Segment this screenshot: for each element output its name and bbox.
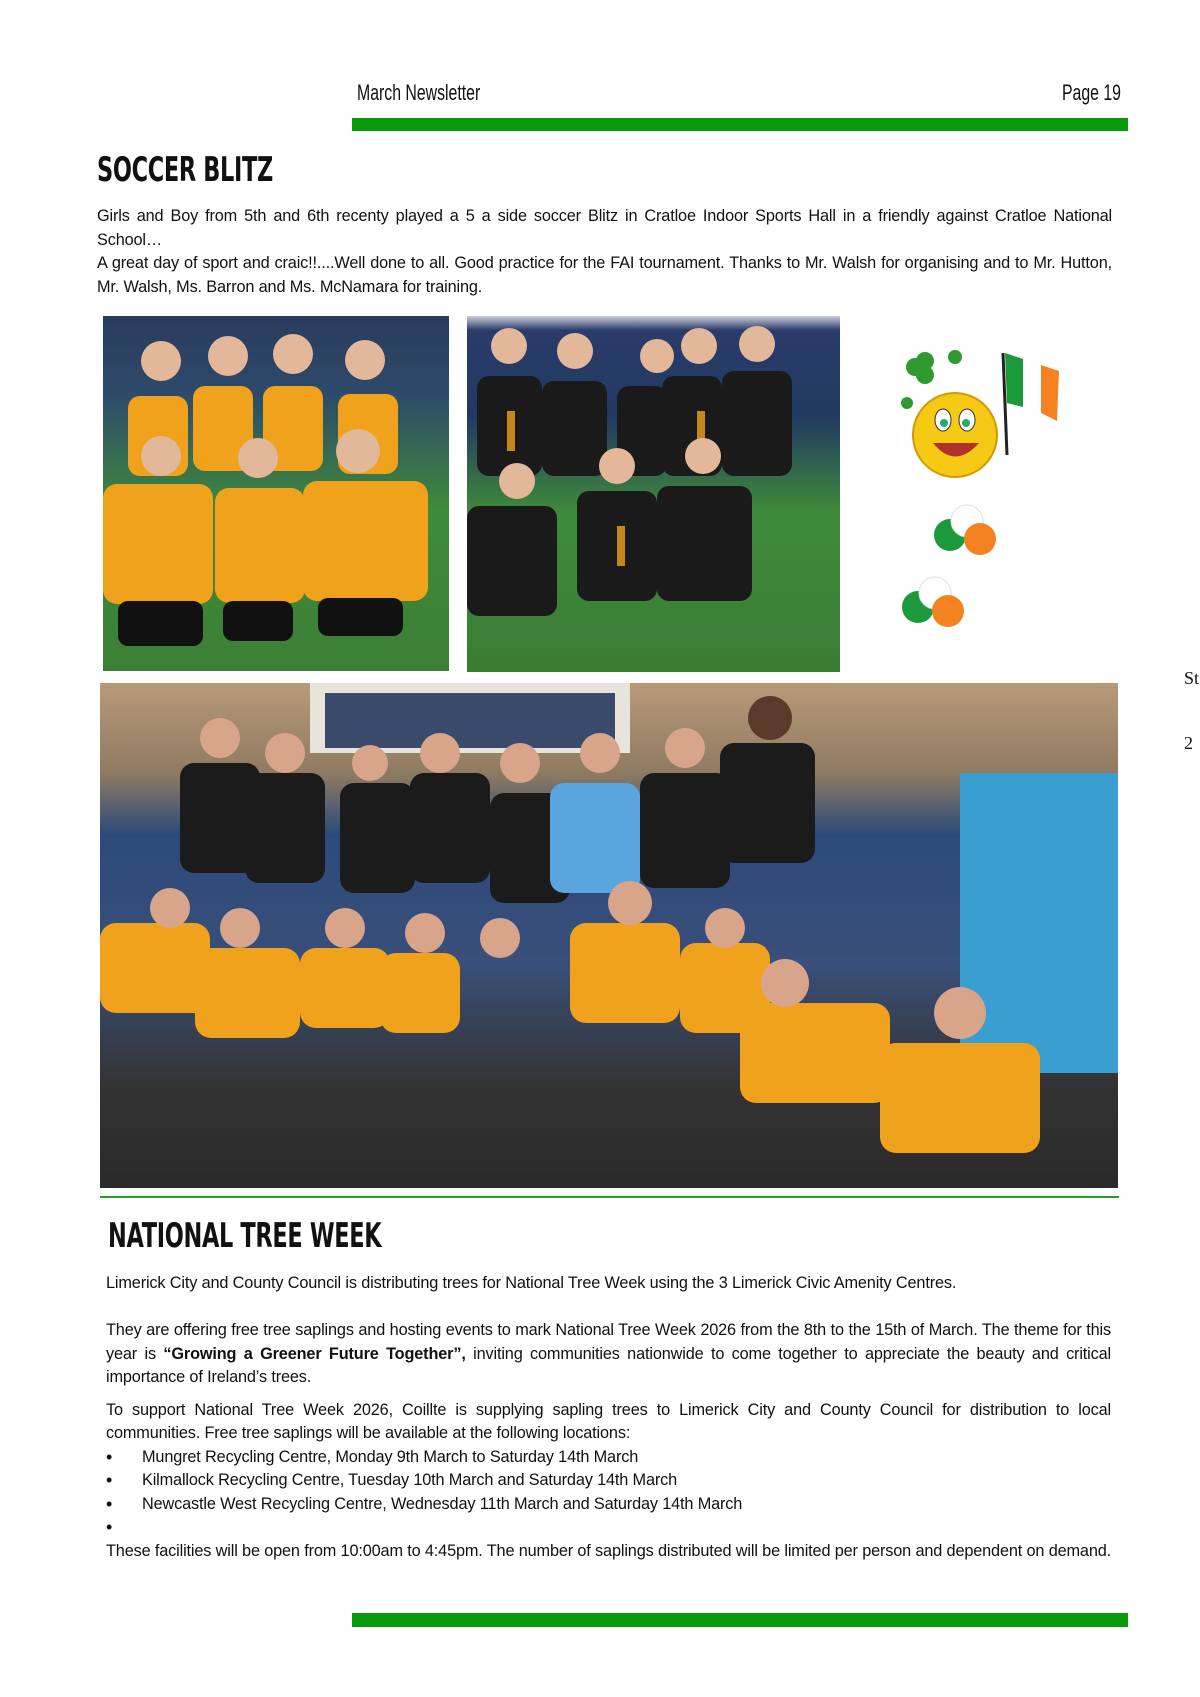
team-figures <box>103 316 449 671</box>
tree-week-theme-paragraph <box>106 1319 1111 1390</box>
theme-text-end: inviting communities nationwide to come together to appreciate the beauty and critical importance of Ireland’s trees. <box>106 1344 1111 1386</box>
tree-week-closing: These facilities will be open from 10:00am to 4:45pm. The number of saplings distributed will be limited per person and dependent on demand. <box>106 1541 1112 1560</box>
clipped-text-2: 2 <box>1184 733 1193 753</box>
tree-week-text <box>106 1272 1111 1563</box>
girls-orange-team-photo <box>103 316 449 671</box>
list-item <box>106 1516 1111 1540</box>
soccer-text <box>97 205 1112 299</box>
page-number: Page 19 <box>1061 80 1121 105</box>
soccer-paragraph-1: Girls and Boy from 5th and 6th recenty played a 5 a side soccer Blitz in Cratloe Indoor Sports Hall in a friendly against Cratloe National School… <box>97 207 1112 249</box>
tree-week-support-paragraph: To support National Tree Week 2026, Coillte is supplying sapling trees to Limerick City and County Council for distribution to local communities. Free tree saplings will be available at the following locations: <box>106 1400 1111 1442</box>
tree-week-intro: Limerick City and County Council is distributing trees for National Tree Week using the 3 Limerick Civic Amenity Centres. <box>106 1274 957 1292</box>
footer-divider <box>352 1613 1128 1627</box>
team-figures <box>100 683 1118 1188</box>
list-item: • Newcastle West Recycling Centre, Wednesday 11th March and Saturday 14th March <box>106 1493 1111 1517</box>
newsletter-title: March Newsletter <box>357 80 481 105</box>
theme-text: They are offering free tree saplings and hosting events to mark National Tree Week 2026 from the 8th to the 15th of March. The theme for this year is <box>106 1321 1111 1363</box>
soccer-heading: SOCCER BLITZ <box>97 150 273 190</box>
tree-week-heading: NATIONAL TREE WEEK <box>108 1216 382 1256</box>
locations-list <box>106 1446 1111 1540</box>
girls-black-team-photo <box>467 316 840 672</box>
boys-team-photo <box>100 683 1118 1188</box>
smiley-flag-shamrock-icon <box>895 345 1065 655</box>
clipped-text-1: St <box>1184 668 1200 688</box>
section-divider <box>100 1196 1119 1198</box>
header-divider <box>352 118 1128 131</box>
list-item: • Kilmallock Recycling Centre, Tuesday 10th March and Saturday 14th March <box>106 1469 1111 1493</box>
soccer-paragraph-2: A great day of sport and craic!!....Well done to all. Good practice for the FAI tournament. Thanks to Mr. Walsh for organising and to Mr. Hutton, Mr. Walsh, Ms. Barron and Ms. McNamara for training. <box>97 254 1112 296</box>
list-item: • Mungret Recycling Centre, Monday 9th March to Saturday 14th March <box>106 1446 1111 1470</box>
team-figures <box>467 316 840 672</box>
theme-title: “Growing a Greener Future Together”, <box>163 1344 466 1363</box>
irish-smiley-clipart <box>895 345 1065 655</box>
